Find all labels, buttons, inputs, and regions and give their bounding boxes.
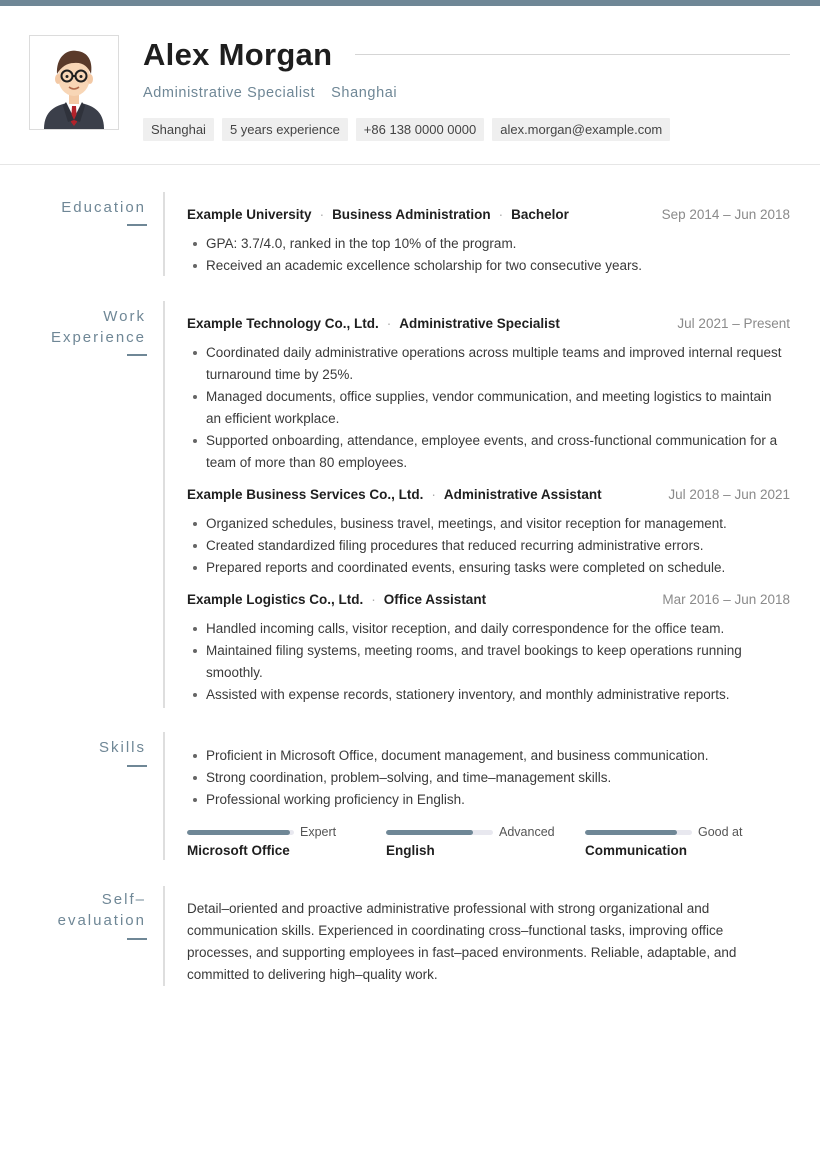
entry-header: Example Logistics Co., Ltd. · Office Assistant Mar 2016 – Jun 2018 [187,592,790,607]
bullet-list [187,513,790,579]
entry-header: Example Business Services Co., Ltd. · Administrative Assistant Jul 2018 – Jun 2021 [187,487,790,502]
skill-level: Expert [300,825,337,839]
section-content [187,745,790,858]
section-underline [127,938,147,940]
list-item: Strong coordination, problem–solving, and time–management skills. [187,767,790,789]
location: Shanghai [331,85,398,101]
list-item: GPA: 3.7/4.0, ranked in the top 10% of the program. [187,233,790,255]
section-divider [163,886,165,986]
major: Business Administration [332,207,491,222]
entry-header: Example University · Business Administration · Bachelor Sep 2014 – Jun 2018 [187,207,790,222]
self-evaluation-text: Detail–oriented and proactive administrative professional with strong organizational and communication skills. Experienced in coordinating cross–functional tasks, improving office processes, and supporting employees in fast–paced environments. Reliable, adaptable, and committed to delivering high–quality work. [187,901,737,982]
role: Administrative Assistant [443,487,602,502]
entry-header: Example Technology Co., Ltd. · Administrative Specialist Jul 2021 – Present [187,316,790,331]
list-item: Received an academic excellence scholarship for two consecutive years. [187,255,790,277]
date-range: Jul 2018 – Jun 2021 [668,487,790,502]
list-item: Coordinated daily administrative operations across multiple teams and improved internal request turnaround time by 25%. [187,342,790,386]
section-title: Self– evaluation [57,891,146,929]
section-content [187,207,790,277]
skill-bar [187,830,294,835]
section-title: Education [61,199,146,216]
skill-name: Microsoft Office [187,843,290,858]
contact-tags [143,118,670,141]
section-content [187,316,790,706]
section-divider [163,732,165,860]
skill-item [187,825,386,858]
skill-bar [585,830,692,835]
section-title: Work Experience [50,308,146,346]
job-entry [187,316,790,474]
tag-phone[interactable]: +86 138 0000 0000 [356,118,484,141]
skill-name: English [386,843,435,858]
section-underline [127,354,147,356]
skill-bars [187,825,790,858]
skill-bar [386,830,493,835]
list-item: Proficient in Microsoft Office, document management, and business communication. [187,745,790,767]
list-item: Managed documents, office supplies, vendor communication, and meeting logistics to maintain an efficient workplace. [187,386,790,430]
list-item: Maintained filing systems, meeting rooms, and travel bookings to keep operations running smoothly. [187,640,790,684]
date-range: Sep 2014 – Jun 2018 [661,207,790,222]
avatar [30,36,118,129]
bullet-list [187,342,790,474]
skill-name: Communication [585,843,688,858]
bullet-list [187,618,790,706]
tag-experience: 5 years experience [222,118,348,141]
skill-item [585,825,784,858]
section-title: Skills [98,739,146,756]
name-divider [355,54,790,55]
education-entry [187,207,790,277]
job-entry [187,592,790,706]
list-item: Assisted with expense records, stationery inventory, and monthly administrative reports. [187,684,790,706]
section-divider [163,301,165,708]
company-name: Example Logistics Co., Ltd. [187,592,364,607]
candidate-name: Alex Morgan [143,37,333,72]
section-underline [127,224,147,226]
list-item: Prepared reports and coordinated events, ensuring tasks were completed on schedule. [187,557,790,579]
profile-photo [29,35,119,130]
resume-header [0,6,820,165]
list-item: Created standardized filing procedures that reduced recurring administrative errors. [187,535,790,557]
role: Administrative Specialist [399,316,560,331]
date-range: Mar 2016 – Jun 2018 [662,592,790,607]
role: Office Assistant [383,592,487,607]
skill-bar-fill [187,830,290,835]
degree: Bachelor [511,207,569,222]
subtitle [143,85,397,101]
bullet-list [187,745,790,811]
skill-item [386,825,585,858]
company-name: Example Business Services Co., Ltd. [187,487,424,502]
skill-level: Advanced [499,825,555,839]
list-item: Professional working proficiency in English. [187,789,790,811]
job-title: Administrative Specialist [143,85,316,101]
list-item: Supported onboarding, attendance, employee events, and cross-functional communication for a team of more than 80 employees. [187,430,790,474]
list-item: Organized schedules, business travel, meetings, and visitor reception for management. [187,513,790,535]
company-name: Example Technology Co., Ltd. [187,316,379,331]
section-content [187,898,790,986]
tag-email[interactable]: alex.morgan@example.com [492,118,670,141]
list-item: Handled incoming calls, visitor reception, and daily correspondence for the office team. [187,618,790,640]
date-range: Jul 2021 – Present [677,316,790,331]
job-entry [187,487,790,579]
skill-level: Good at [698,825,743,839]
skill-bar-fill [585,830,677,835]
tag-location: Shanghai [143,118,214,141]
section-underline [127,765,147,767]
skill-bar-fill [386,830,473,835]
bullet-list [187,233,790,277]
school-name: Example University [187,207,312,222]
section-divider [163,192,165,276]
